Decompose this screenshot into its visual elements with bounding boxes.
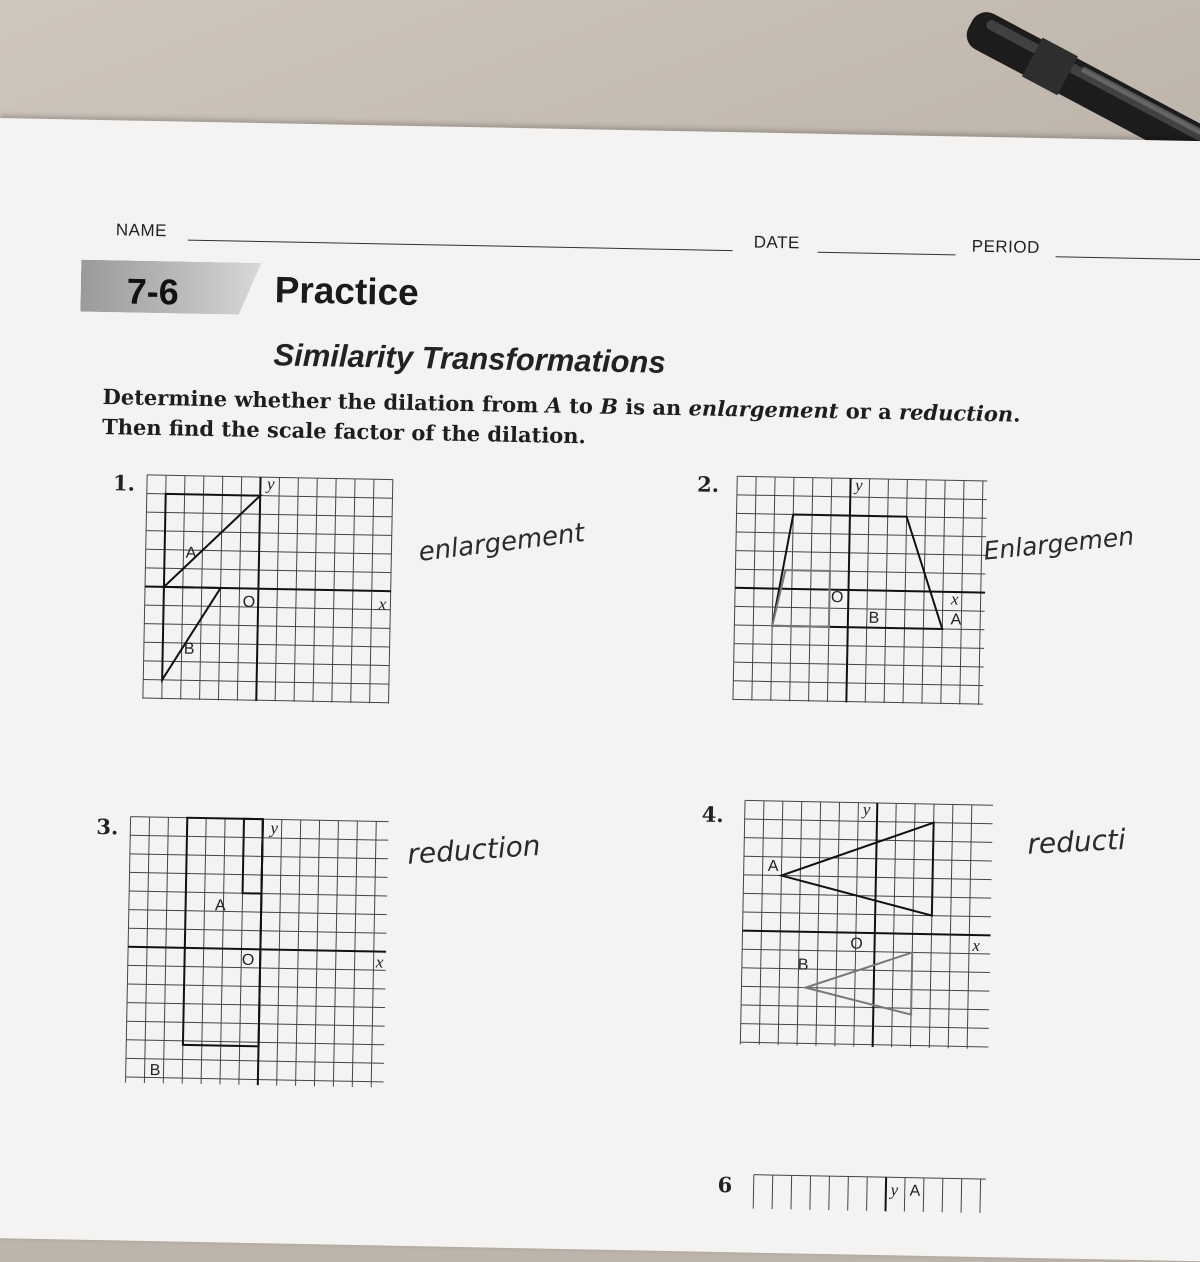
p4-a-label: A (767, 857, 779, 876)
p2-b-label: B (868, 609, 880, 627)
p4-origin-label: O (850, 935, 863, 953)
name-line (188, 240, 733, 251)
instr-var-b: B (600, 393, 619, 419)
p1-origin-label: O (242, 593, 256, 611)
p1-a-label: A (185, 544, 197, 562)
p6-a-label: A (909, 1182, 921, 1200)
problem-2-graph (727, 472, 997, 713)
lesson-title: Practice (274, 269, 420, 314)
problem-4-graph (734, 796, 999, 1071)
p2-a-label: A (950, 611, 962, 629)
name-label: NAME (115, 220, 168, 241)
p4-x-label: x (972, 935, 981, 955)
worksheet-page (0, 118, 1200, 1262)
p4-y-label: y (862, 799, 871, 819)
p2-origin-label: O (830, 589, 844, 607)
problem-4-number: 4. (701, 801, 724, 828)
instructions-line-2: Then find the scale factor of the dilation. (101, 414, 587, 449)
period-label: PERIOD (971, 236, 1041, 257)
instructions (102, 382, 1183, 463)
p3-y-label: y (270, 818, 279, 838)
date-label: DATE (753, 232, 801, 253)
instr-var-a: A (545, 392, 563, 418)
p4-b-label: B (797, 956, 809, 974)
p1-y-label: y (266, 474, 275, 494)
instr-text-3: is an (617, 393, 689, 421)
problem-4-answer: reducti (1026, 822, 1127, 861)
problem-2-number: 2. (696, 471, 720, 497)
problem-1-graph (133, 471, 404, 716)
instr-reduction: reduction (898, 399, 1014, 427)
instr-text-5: . (1012, 401, 1021, 427)
problem-3-number: 3. (96, 813, 119, 840)
date-line (818, 252, 956, 256)
p3-a-label: A (214, 897, 226, 915)
problem-3-graph (121, 813, 396, 1098)
instr-enlargement: enlargement (688, 395, 839, 424)
problem-6-number: 6 (717, 1171, 733, 1198)
p3-x-label: x (375, 952, 384, 972)
p6-y-label: y (890, 1180, 899, 1200)
period-line (1056, 256, 1200, 260)
p1-b-label: B (183, 640, 195, 658)
p2-y-label: y (854, 475, 863, 495)
problem-3-answer: reduction (406, 828, 542, 871)
problem-1-number: 1. (112, 470, 136, 496)
p3-origin-label: O (241, 951, 255, 970)
p2-x-label: x (950, 589, 959, 609)
instr-text-4: or a (838, 398, 900, 425)
lesson-subtitle: Similarity Transformations (273, 337, 666, 380)
problem-6-graph-partial (749, 1169, 990, 1214)
problem-2-answer: Enlargemen (982, 521, 1136, 566)
lesson-number: 7-6 (126, 270, 180, 313)
instr-text-2: to (561, 392, 601, 419)
p3-b-label: B (149, 1062, 161, 1080)
p1-x-label: x (378, 594, 387, 614)
problem-1-answer: enlargement (417, 518, 587, 568)
instr-text-1: Determine whether the dilation from (102, 384, 546, 418)
